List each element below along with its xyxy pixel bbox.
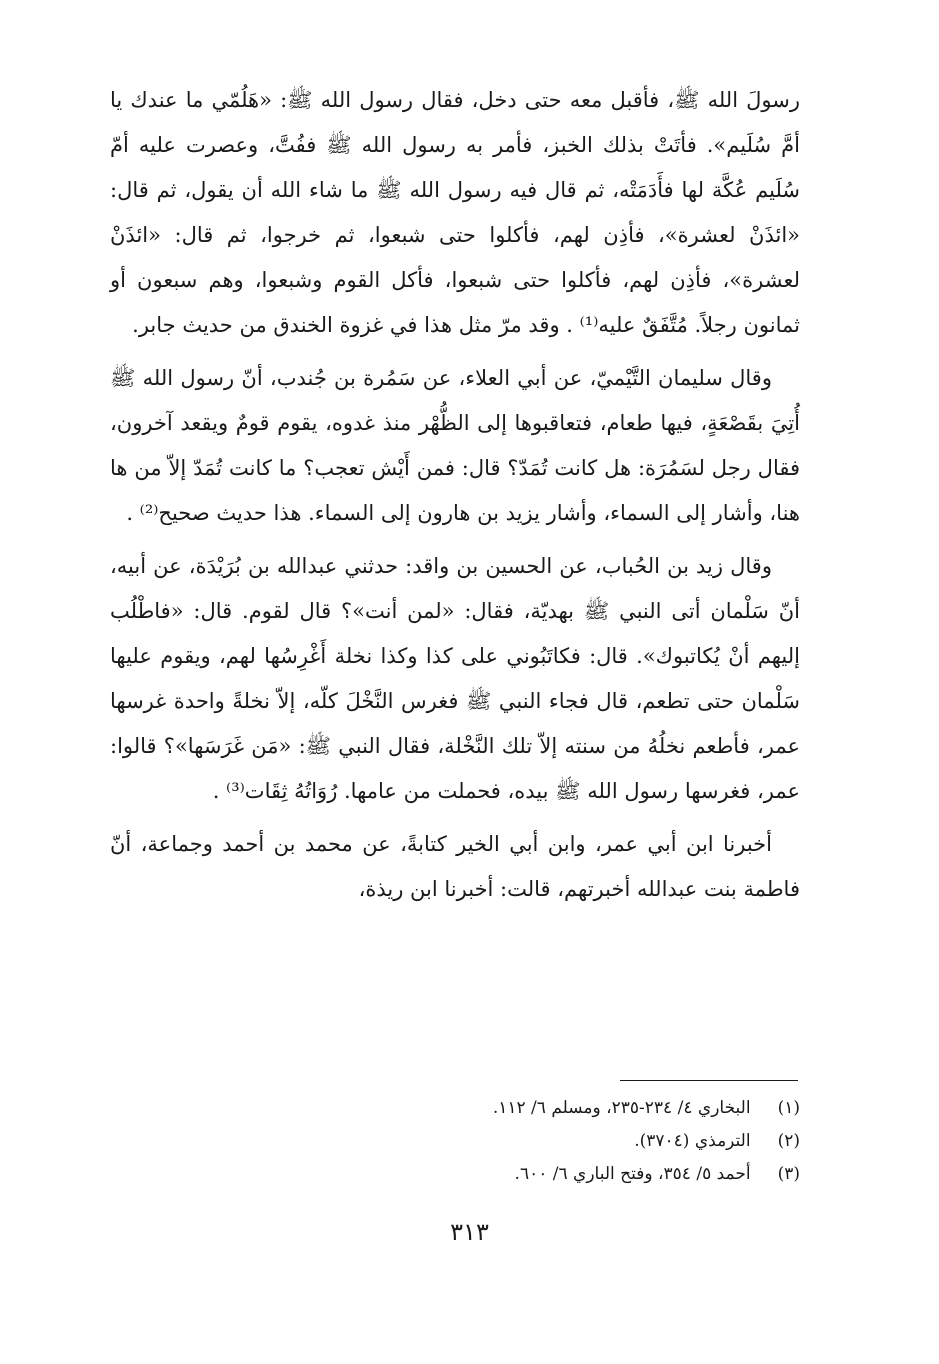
footnote-number: (١): [777, 1098, 800, 1118]
footnote-number: (٢): [777, 1131, 800, 1151]
main-text: [110, 78, 800, 920]
paragraph-1: رسولَ الله ﷺ، فأقبل معه حتى دخل، فقال رسول الله ﷺ: «هَلُمّي ما عندك يا أمَّ سُلَيم». فأتَتْ بذلك الخبز، فأمر به رسول الله ﷺ ففُتَّ، وعصرت عليه أمّ سُلَيم عُكَّة لها فأَدَمَتْه، ثم قال فيه رسول الله ﷺ ما شاء الله أن يقول، ثم قال: «ائذَنْ لعشرة»، فأذِن لهم، فأكلوا حتى شبعوا، ثم خرجوا، ثم قال: «ائذَنْ لعشرة»، فأذِن لهم، فأكلوا حتى شبعوا، فأكل القوم وشبعوا، وهم سبعون أو ثمانون رجلاً. مُتَّفَقٌ عليه⁽¹⁾ . وقد مرّ مثل هذا في غزوة الخندق من حديث جابر.: [110, 88, 800, 337]
footnote-text: الترمذي (٣٧٠٤).: [634, 1131, 751, 1151]
footnote-divider: [620, 1080, 798, 1081]
paragraph-2: وقال سليمان التَّيْميّ، عن أبي العلاء، عن سَمُرة بن جُندب، أنّ رسول الله ﷺ أُتِيَ بقَصْعَةٍ، فيها طعام، فتعاقبوها إلى الظُّهْر منذ غدوه، يقوم قومٌ ويقعد آخرون، فقال رجل لسَمُرَة: هل كانت تُمَدّ؟ قال: فمن أَيْش تعجب؟ ما كانت تُمَدّ إلاّ من ها هنا، وأشار إلى السماء، وأشار يزيد بن هارون إلى السماء. هذا حديث صحيح⁽²⁾ .: [110, 366, 800, 525]
paragraph-4: أخبرنا ابن أبي عمر، وابن أبي الخير كتابةً، عن محمد بن أحمد وجماعة، أنّ فاطمة بنت عبدالله أخبرتهم، قالت: أخبرنا ابن ريذة،: [110, 832, 800, 901]
footnote-text: البخاري ٤/ ٢٣٤-٢٣٥، ومسلم ٦/ ١١٢.: [492, 1098, 751, 1118]
footnote-2: [110, 1125, 800, 1158]
footnote-number: (٣): [777, 1164, 800, 1184]
footnote-3: [110, 1158, 800, 1191]
paragraph-3: وقال زيد بن الحُباب، عن الحسين بن واقد: حدثني عبدالله بن بُرَيْدَة، عن أبيه، أنّ سَلْمان أتى النبي ﷺ بهديّة، فقال: «لمن أنت»؟ قال لقوم. قال: «فاطْلُب إليهم أنْ يُكاتبوك». قال: فكاتَبُوني على كذا وكذا نخلة أَغْرِسُها لهم، ويقوم عليها سَلْمان حتى تطعم، قال فجاء النبي ﷺ فغرس النَّخْلَ كلّه، إلاّ نخلةً واحدة غرسها عمر، فأطعم نخلُهُ من سنته إلاّ تلك النَّخْلة، فقال النبي ﷺ: «مَن غَرَسَها»؟ قالوا: عمر، فغرسها رسول الله ﷺ بيده، فحملت من عامها. رُوَاتُهُ ثِقَات⁽³⁾ .: [110, 554, 800, 803]
footnotes: [110, 1092, 800, 1191]
footnote-text: أحمد ٥/ ٣٥٤، وفتح الباري ٦/ ٦٠٠.: [514, 1164, 751, 1184]
page-number: ٣١٣: [450, 1218, 489, 1246]
footnote-1: [110, 1092, 800, 1125]
